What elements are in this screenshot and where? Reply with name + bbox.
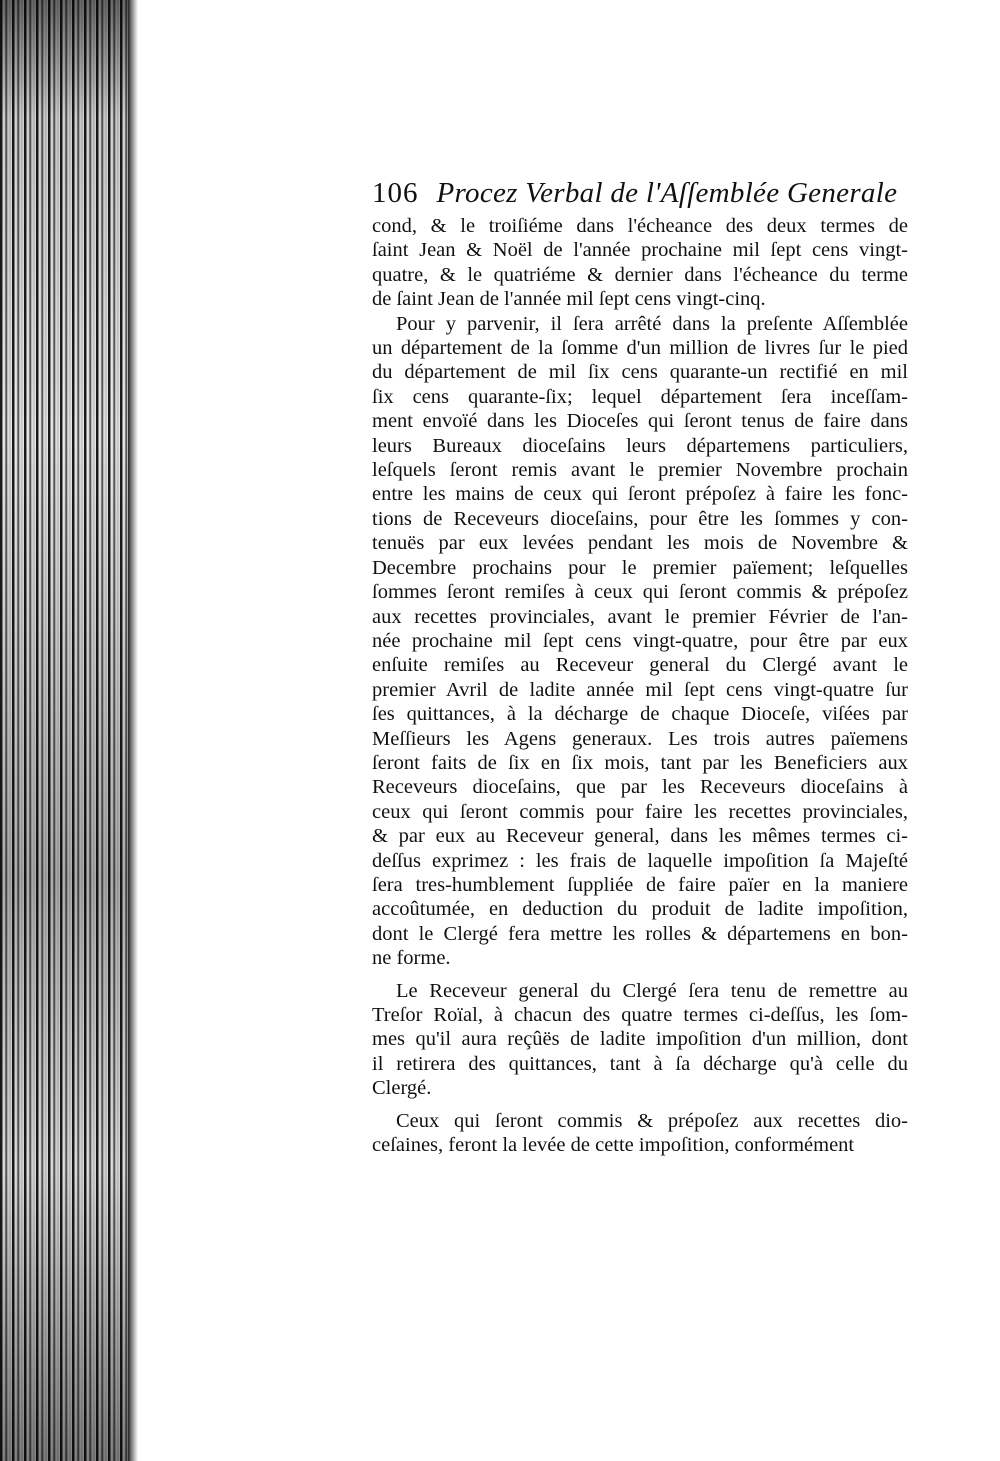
text-line: de ſaint Jean de l'année mil ſept cens vingt-cinq. — [372, 288, 766, 311]
paragraph — [372, 214, 908, 312]
text-line: Clergé. — [372, 1077, 432, 1100]
text-line: du département de mil ſix cens quarante-un rectifié en mil — [372, 361, 908, 384]
text-line: il retirera des quittances, tant à ſa décharge qu'à celle du — [372, 1052, 908, 1075]
text-line: Decembre prochains pour le premier païement; leſquelles — [372, 556, 908, 579]
text-line: ſes quittances, à la décharge de chaque Dioceſe, viſées par — [372, 703, 908, 726]
paragraph — [372, 979, 908, 1101]
paragraph — [372, 1109, 908, 1158]
text-line: Pour y parvenir, il ſera arrêté dans la preſente Aſſemblée — [396, 312, 908, 335]
text-line: premier Avril de ladite année mil ſept cens vingt-quatre ſur — [372, 678, 908, 701]
text-line: quatre, & le quatriéme & dernier dans l'écheance du terme — [372, 263, 908, 286]
text-line: Le Receveur general du Clergé ſera tenu de remettre au — [396, 979, 908, 1002]
text-line: entre les mains de ceux qui ſeront prépoſez à faire les fonc- — [372, 483, 908, 506]
text-line: un département de la ſomme d'un million de livres ſur le pied — [372, 337, 908, 360]
page-text-block — [372, 176, 908, 1157]
paragraph-gap — [372, 1101, 908, 1109]
text-line: aux recettes provinciales, avant le premier Février de l'an- — [372, 605, 908, 628]
text-line: Ceux qui ſeront commis & prépoſez aux recettes dio- — [396, 1109, 908, 1132]
text-line: tenuës par eux levées pendant les mois de Novembre & — [372, 532, 908, 555]
text-line: enſuite remiſes au Receveur general du Clergé avant le — [372, 654, 908, 677]
text-line: cond, & le troiſiéme dans l'écheance des deux termes de — [372, 215, 908, 237]
text-line: deſſus exprimez : les frais de laquelle impoſition ſa Majeſté — [372, 849, 908, 872]
text-line: mes qu'il aura reçûës de ladite impoſition d'un million, dont — [372, 1028, 908, 1051]
text-line: ceux qui ſeront commis pour faire les recettes provinciales, — [372, 800, 908, 823]
text-line: ſaint Jean & Noël de l'année prochaine mil ſept cens vingt- — [372, 239, 908, 262]
text-line: dont le Clergé fera mettre les rolles & départemens en bon- — [372, 922, 908, 945]
paragraph-gap — [372, 971, 908, 979]
text-line: ceſaines, feront la levée de cette impoſition, conformément — [372, 1134, 855, 1157]
text-line: ſeront faits de ſix en ſix mois, tant par les Beneficiers aux — [372, 751, 908, 774]
text-line: ſommes ſeront remiſes à ceux qui ſeront commis & prépoſez — [372, 581, 908, 604]
body-text — [372, 214, 908, 1157]
text-line: ſix cens quarante-ſix; lequel département ſera inceſſam- — [372, 385, 908, 408]
text-line: ne forme. — [372, 947, 451, 970]
text-line: leurs Bureaux dioceſains leurs départemens particuliers, — [372, 434, 908, 457]
text-line: ment envoïé dans les Dioceſes qui ſeront tenus de faire dans — [372, 410, 908, 433]
text-line: Treſor Roïal, à chacun des quatre termes ci-deſſus, les ſom- — [372, 1004, 908, 1026]
text-line: née prochaine mil ſept cens vingt-quatre, pour être par eux — [372, 629, 908, 652]
gutter-shadow — [0, 0, 135, 1461]
page-edge — [128, 0, 138, 1461]
text-line: accoûtumée, en deduction du produit de ladite impoſition, — [372, 898, 908, 921]
text-line: Meſſieurs les Agens generaux. Les trois autres païemens — [372, 727, 908, 750]
page-number: 106 — [372, 177, 419, 209]
text-line: tions de Receveurs dioceſains, pour être les ſommes y con- — [372, 507, 908, 530]
running-head — [372, 176, 908, 210]
paragraph — [372, 312, 908, 971]
running-head-title: Procez Verbal de l'Aſſemblée Generale — [436, 177, 898, 209]
text-line: & par eux au Receveur general, dans les mêmes termes ci- — [372, 825, 908, 848]
text-line: leſquels ſeront remis avant le premier Novembre prochain — [372, 459, 908, 482]
text-line: Receveurs dioceſains, que par les Receveurs dioceſains à — [372, 776, 908, 799]
text-line: ſera tres-humblement ſuppliée de faire païer en la maniere — [372, 873, 908, 896]
